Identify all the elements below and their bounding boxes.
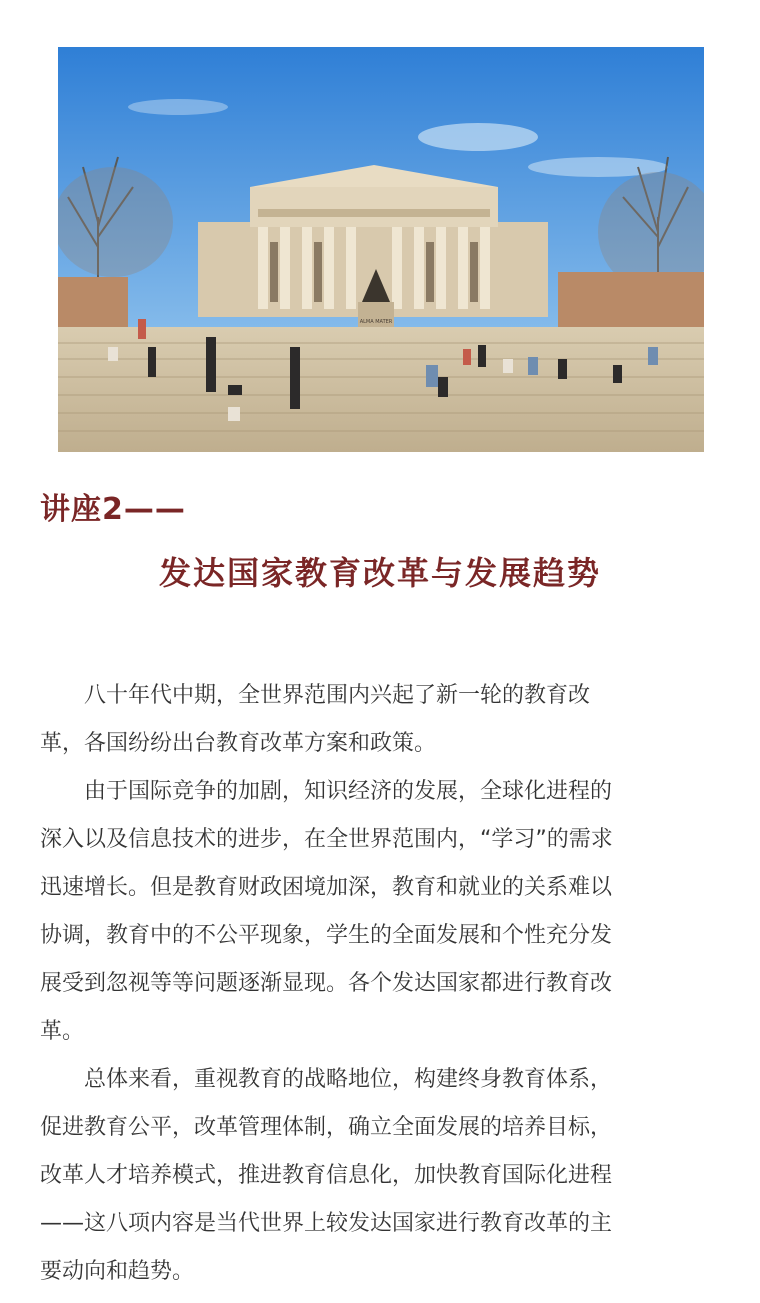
statue-inscription: ALMA MATER bbox=[359, 319, 393, 325]
article-line: ——这八项内容是当代世界上较发达国家进行教育改革的主 bbox=[40, 1211, 613, 1236]
lecture-title: 发达国家教育改革与发展趋势 bbox=[158, 554, 601, 592]
article-line: 改革人才培养模式，推进教育信息化，加快教育国际化进程 bbox=[40, 1163, 613, 1188]
article-line: 深入以及信息技术的进步，在全世界范围内，“学习”的需求 bbox=[40, 827, 613, 852]
article-line: 要动向和趋势。 bbox=[40, 1259, 195, 1284]
campus-photo bbox=[58, 47, 704, 452]
article-line: 八十年代中期，全世界范围内兴起了新一轮的教育改 bbox=[40, 683, 591, 708]
article-line: 促进教育公平，改革管理体制，确立全面发展的培养目标， bbox=[40, 1115, 613, 1140]
lecture-label: 讲座2—— bbox=[40, 492, 186, 527]
article-line: 总体来看，重视教育的战略地位，构建终身教育体系， bbox=[40, 1067, 613, 1092]
article-line: 协调，教育中的不公平现象，学生的全面发展和个性充分发 bbox=[40, 923, 613, 948]
article-line: 革。 bbox=[40, 1019, 85, 1044]
article-line: 迅速增长。但是教育财政困境加深，教育和就业的关系难以 bbox=[40, 875, 613, 900]
article-line: 由于国际竞争的加剧，知识经济的发展，全球化进程的 bbox=[40, 779, 613, 804]
article-body bbox=[40, 672, 720, 1296]
article-line: 革，各国纷纷出台教育改革方案和政策。 bbox=[40, 731, 437, 756]
article-line: 展受到忽视等等问题逐渐显现。各个发达国家都进行教育改 bbox=[40, 971, 613, 996]
